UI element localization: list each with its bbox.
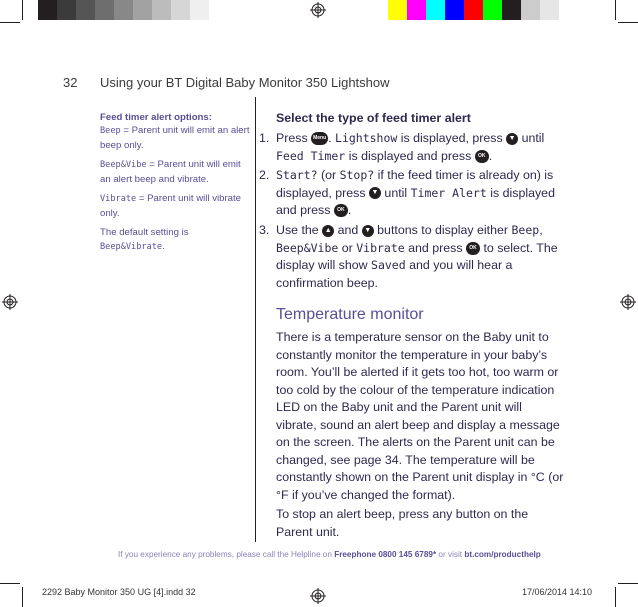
ok-button-icon: OK [475,150,489,163]
temperature-paragraph: There is a temperature sensor on the Baby unit to constantly monitor the temperature in your baby’s room. You’ll be alerted if it gets too hot, too warm or too cold by the colour of the temperature indication LED on the Baby unit and the Parent unit will vibrate, sound an alert beep and display a message on the screen. The alerts on the Parent unit can be changed, see page 34. The temperature will be constantly shown on the Parent unit display in °C (or °F if you’ve changed the format). [276,330,564,502]
t: Press [276,131,312,145]
option-desc: = Parent unit will emit an alert beep only. [100,125,250,151]
display-text: Timer Alert [410,185,487,200]
menu-button-icon: Menu [311,132,328,145]
t: Use the [276,223,323,237]
t: if the feed timer is already on) is displayed, press [276,168,554,200]
t: . [328,131,336,145]
t: . [347,203,352,217]
color-swatch [502,0,521,20]
page-title: Using your BT Digital Baby Monitor 350 Lightshow [100,75,390,90]
color-swatch [445,0,464,20]
color-swatch [76,0,95,20]
down-arrow-button-icon: ▼ [506,133,518,145]
display-text: Feed Timer [276,148,346,163]
left-heading: Feed timer alert options: [100,112,212,123]
t: . [488,148,493,163]
option-desc: = Parent unit will vibrate only. [100,193,242,219]
option-beep [100,124,250,152]
color-swatch [57,0,76,20]
color-swatch [521,0,540,20]
step-number: 1. [259,131,270,145]
step-number: 2. [259,168,270,182]
option-desc: = Parent unit will emit an alert beep and vibrate. [100,159,241,185]
color-swatch [407,0,426,20]
registration-mark-icon [310,2,326,18]
step-number: 3. [259,223,270,237]
up-arrow-button-icon: ▲ [322,225,334,237]
t: to select. The display will show [276,240,558,272]
punct: . [162,240,165,252]
ok-button-icon: OK [334,204,348,217]
color-swatch [559,0,578,20]
display-text: Lightshow [335,131,398,145]
color-swatch [133,0,152,20]
registration-mark-icon [2,294,18,310]
t: , [539,223,543,237]
color-swatch [464,0,483,20]
crop-mark [615,0,616,20]
grayscale-color-bar [38,0,209,20]
helpline-phone: Freephone 0800 145 6789* [334,550,437,559]
step-text [276,130,576,165]
color-swatch [114,0,133,20]
down-arrow-button-icon: ▼ [369,187,381,199]
t: is displayed, press [397,131,507,145]
process-color-bar [388,0,578,20]
t: (or [317,168,340,182]
display-text: Beep&Vibe [276,240,339,255]
t: If you experience any problems, please call the Helpline on [118,550,335,559]
registration-mark-icon [310,588,326,604]
t: and [334,223,362,237]
t: until [380,185,411,200]
color-swatch [152,0,171,20]
page-number: 32 [63,75,78,90]
color-swatch [426,0,445,20]
crop-mark [22,0,23,20]
default-value: Beep&Vibrate [100,241,163,252]
t: and you will hear a confirmation beep. [276,258,513,290]
step-text [276,222,576,292]
date-slug: 17/06/2014 14:10 [522,587,593,597]
option-beep-vibe [100,158,250,186]
t: buttons to display either [373,223,512,237]
option-code: Beep&Vibe [100,160,147,170]
default-setting-note [100,226,250,254]
step-text [276,167,576,220]
color-swatch [540,0,559,20]
t: or visit [436,550,465,559]
crop-mark [22,587,23,607]
subheading-text: Select the type of feed timer alert [276,111,471,125]
t: is displayed and press [345,148,475,163]
option-vibrate [100,192,250,220]
default-text: The default setting is [100,227,189,238]
registration-mark-icon [620,294,636,310]
crop-mark [618,22,638,23]
color-swatch [95,0,114,20]
display-text: Stop? [339,168,375,182]
color-swatch [171,0,190,20]
color-swatch [190,0,209,20]
feed-alert-subheading [276,110,576,128]
crop-mark [615,587,616,607]
column-divider [255,97,256,542]
down-arrow-button-icon: ▼ [362,225,374,237]
display-text: Saved [371,258,406,272]
display-text: Start? [276,168,318,182]
display-text: Vibrate [356,240,405,255]
crop-mark [0,583,20,584]
helpline-footer [118,550,541,559]
t: is displayed and press [276,185,555,217]
t: and press [404,240,466,255]
t: until [518,131,545,145]
file-slug: 2292 Baby Monitor 350 UG [4].indd 32 [42,587,196,597]
help-url: bt.com/producthelp [464,550,541,559]
color-swatch [388,0,407,20]
feed-timer-options-heading [100,111,250,125]
ok-button-icon: OK [466,242,480,255]
color-swatch [483,0,502,20]
crop-mark [0,22,20,23]
option-code: Vibrate [100,194,137,204]
t: or [338,240,357,255]
section-title: Temperature monitor [276,306,424,323]
display-text: Beep [511,223,540,237]
crop-mark [618,583,638,584]
color-swatch [38,0,57,20]
stop-alert-paragraph: To stop an alert beep, press any button on the Parent unit. [276,507,529,539]
option-code: Beep [100,126,121,136]
